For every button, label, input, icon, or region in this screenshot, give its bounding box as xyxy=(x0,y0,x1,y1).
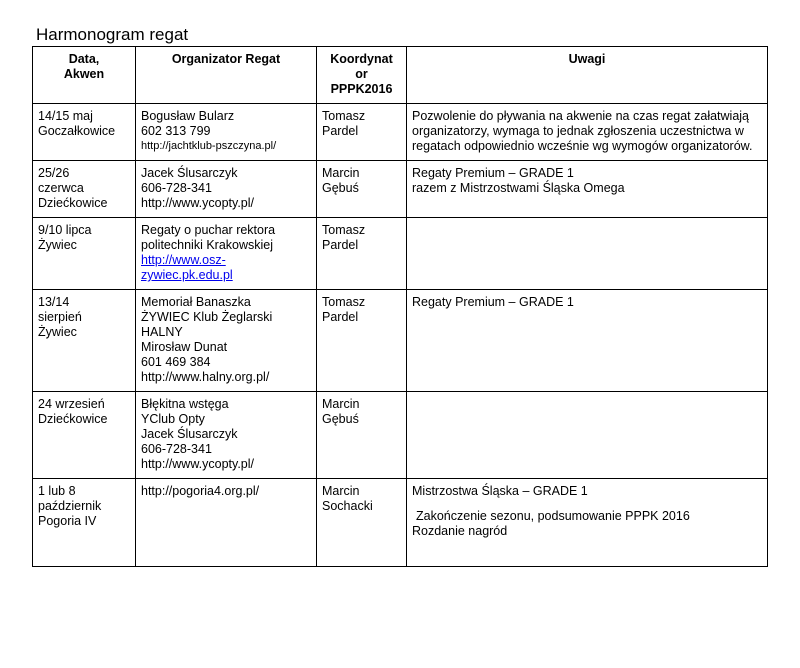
cell-date: 9/10 lipca Żywiec xyxy=(33,218,136,290)
cell-organizer: Jacek Ślusarczyk 606-728-341 http://www.ycopty.pl/ xyxy=(136,161,317,218)
table-row xyxy=(33,218,768,290)
cell-notes: Mistrzostwa Śląska – GRADE 1 Zakończenie sezonu, podsumowanie PPPK 2016 Rozdanie nagród xyxy=(407,479,768,567)
cell-date: 25/26 czerwca Dziećkowice xyxy=(33,161,136,218)
cell-notes xyxy=(407,218,768,290)
cell-coordinator: Tomasz Pardel xyxy=(317,104,407,161)
cell-date: 1 lub 8 październik Pogoria IV xyxy=(33,479,136,567)
header-coordinator: Koordynat or PPPK2016 xyxy=(317,47,407,104)
header-date: Data, Akwen xyxy=(33,47,136,104)
document-title: Harmonogram regat xyxy=(36,25,189,44)
cell-coordinator: Marcin Gębuś xyxy=(317,392,407,479)
cell-organizer: Memoriał Banaszka ŻYWIEC Klub Żeglarski HALNY Mirosław Dunat 601 469 384 http://www.halny.org.pl/ xyxy=(136,290,317,392)
cell-date: 13/14 sierpień Żywiec xyxy=(33,290,136,392)
table-row xyxy=(33,161,768,218)
cell-notes xyxy=(407,392,768,479)
cell-notes: Regaty Premium – GRADE 1 razem z Mistrzostwami Śląska Omega xyxy=(407,161,768,218)
cell-date: 14/15 maj Goczałkowice xyxy=(33,104,136,161)
header-notes: Uwagi xyxy=(407,47,768,104)
cell-organizer: Błękitna wstęga YClub Opty Jacek Ślusarczyk 606-728-341 http://www.ycopty.pl/ xyxy=(136,392,317,479)
cell-notes: Regaty Premium – GRADE 1 xyxy=(407,290,768,392)
table-row xyxy=(33,104,768,161)
cell-notes: Pozwolenie do pływania na akwenie na czas regat załatwiają organizatorzy, wymaga to jednak zgłoszenia uczestnictwa w regatach odpowiednio wcześnie wg wymogów organizatorów. xyxy=(407,104,768,161)
organizer-url-text: http://jachtklub-pszczyna.pl/ xyxy=(141,140,277,152)
cell-organizer: http://pogoria4.org.pl/ xyxy=(136,479,317,567)
cell-coordinator: Marcin Sochacki xyxy=(317,479,407,567)
table-row xyxy=(33,479,768,567)
header-organizer: Organizator Regat xyxy=(136,47,317,104)
cell-date: 24 wrzesień Dziećkowice xyxy=(33,392,136,479)
table-row xyxy=(33,290,768,392)
regatta-schedule-table xyxy=(32,46,768,567)
organizer-link[interactable]: http://www.osz- xyxy=(141,253,226,267)
table-header-row xyxy=(33,47,768,104)
cell-coordinator: Marcin Gębuś xyxy=(317,161,407,218)
cell-organizer: Bogusław Bularz 602 313 799 http://jachtklub-pszczyna.pl/ xyxy=(136,104,317,161)
organizer-link[interactable]: zywiec.pk.edu.pl xyxy=(141,268,233,282)
cell-coordinator: Tomasz Pardel xyxy=(317,218,407,290)
table-row xyxy=(33,392,768,479)
cell-organizer: Regaty o puchar rektora politechniki Krakowskiej http://www.osz- zywiec.pk.edu.pl xyxy=(136,218,317,290)
cell-coordinator: Tomasz Pardel xyxy=(317,290,407,392)
